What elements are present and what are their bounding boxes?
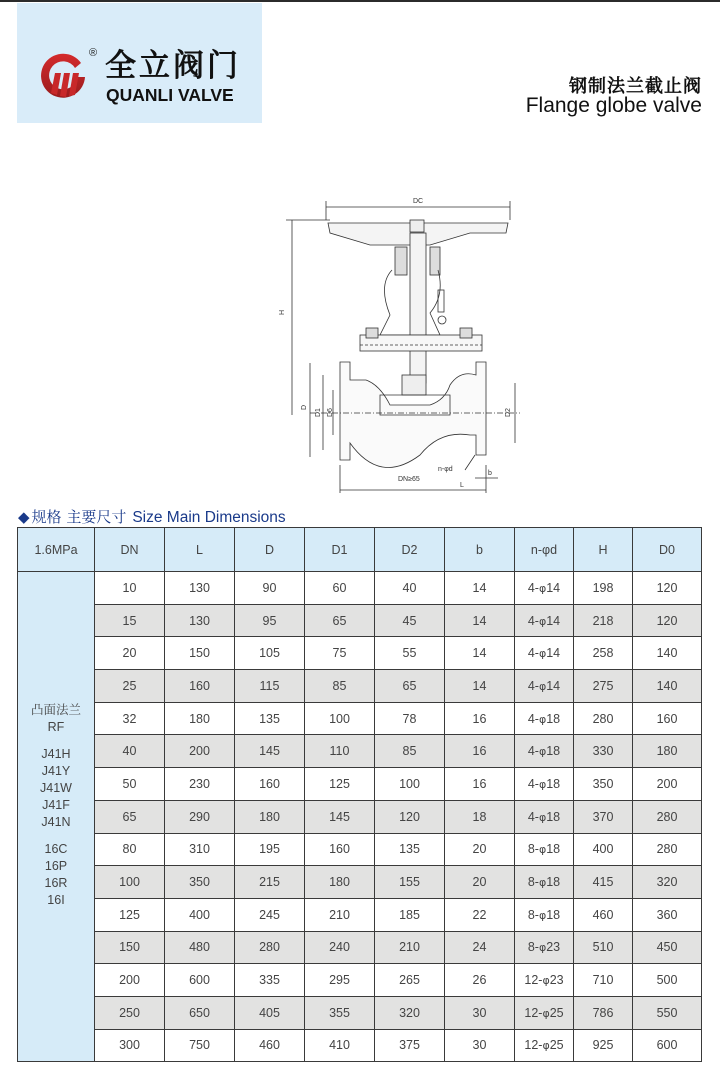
cell-d2: 45 [375,604,445,637]
cell-d2: 65 [375,670,445,703]
cell-dn: 65 [95,800,165,833]
cell-b: 14 [445,670,515,703]
cell-h: 330 [574,735,633,768]
cell-h: 460 [574,898,633,931]
cell-l: 750 [165,1029,235,1062]
cell-nphi: 8-φ23 [515,931,574,964]
cell-d2: 55 [375,637,445,670]
cell-l: 230 [165,768,235,801]
cell-d2: 85 [375,735,445,768]
cell-d2: 210 [375,931,445,964]
cell-nphi: 8-φ18 [515,833,574,866]
cell-b: 18 [445,800,515,833]
section-heading [18,506,286,527]
cell-dn: 300 [95,1029,165,1062]
cell-d0: 500 [633,964,702,997]
cell-l: 130 [165,604,235,637]
cell-dn: 32 [95,702,165,735]
cell-d0: 450 [633,931,702,964]
cell-b: 14 [445,637,515,670]
cell-l: 290 [165,800,235,833]
cell-b: 30 [445,1029,515,1062]
cell-nphi: 12-φ25 [515,1029,574,1062]
product-title-cn: 钢制法兰截止阀 [569,76,702,97]
cell-d: 160 [235,768,305,801]
logo-text-cn: 全立阀门 [105,48,241,84]
cell-h: 786 [574,996,633,1029]
cell-l: 180 [165,702,235,735]
cell-l: 480 [165,931,235,964]
svg-text:n-φd: n-φd [438,466,453,473]
cell-d1: 125 [305,768,375,801]
diamond-bullet-icon: ◆ [18,508,30,526]
cell-nphi: 4-φ18 [515,735,574,768]
cell-b: 24 [445,931,515,964]
flange-type-cell [18,572,95,1062]
cell-d: 135 [235,702,305,735]
section-title-en: Size Main Dimensions [132,509,286,526]
cell-d0: 160 [633,702,702,735]
cell-d: 105 [235,637,305,670]
col-header-h: H [574,528,633,572]
cell-l: 150 [165,637,235,670]
cell-d0: 600 [633,1029,702,1062]
cell-d2: 155 [375,866,445,899]
phi-symbol-icon: φ [538,712,547,726]
cell-d1: 110 [305,735,375,768]
cell-dn: 20 [95,637,165,670]
phi-symbol-icon: φ [538,908,547,922]
company-logo [17,3,262,123]
cell-h: 925 [574,1029,633,1062]
cell-nphi: 4-φ14 [515,637,574,670]
cell-dn: 100 [95,866,165,899]
top-rule [0,0,720,2]
cell-h: 218 [574,604,633,637]
cell-d1: 355 [305,996,375,1029]
dimensions-table [17,527,702,1062]
cell-d: 195 [235,833,305,866]
col-header-pressure: 1.6MPa [18,528,95,572]
cell-d0: 280 [633,800,702,833]
cell-d: 460 [235,1029,305,1062]
cell-d0: 550 [633,996,702,1029]
table-row [18,670,702,703]
cell-h: 370 [574,800,633,833]
phi-symbol-icon: φ [538,745,547,759]
cell-dn: 200 [95,964,165,997]
phi-symbol-icon: φ [542,974,550,988]
cell-dn: 150 [95,931,165,964]
cell-h: 280 [574,702,633,735]
table-header-row [18,528,702,572]
cell-l: 200 [165,735,235,768]
cell-b: 30 [445,996,515,1029]
cell-h: 415 [574,866,633,899]
cell-dn: 250 [95,996,165,1029]
svg-text:H: H [279,309,286,315]
cell-d2: 135 [375,833,445,866]
col-header-d0: D0 [633,528,702,572]
table-row [18,964,702,997]
cell-d2: 265 [375,964,445,997]
table-row [18,931,702,964]
cell-d0: 180 [633,735,702,768]
svg-text:b: b [488,470,492,477]
col-header-n-phi-d: n-φd [515,528,574,572]
col-header-dn: DN [95,528,165,572]
cell-nphi: 4-φ18 [515,702,574,735]
cell-d0: 280 [633,833,702,866]
cell-dn: 125 [95,898,165,931]
cell-h: 350 [574,768,633,801]
quanli-logo-icon [37,51,89,103]
table-row [18,996,702,1029]
col-header-b: b [445,528,515,572]
cell-nphi: 8-φ18 [515,866,574,899]
cell-d1: 60 [305,572,375,605]
cell-dn: 50 [95,768,165,801]
cell-nphi: 4-φ14 [515,670,574,703]
cell-l: 400 [165,898,235,931]
cell-l: 650 [165,996,235,1029]
cell-nphi: 12-φ25 [515,996,574,1029]
table-row [18,702,702,735]
table-row [18,768,702,801]
valve-dimension-drawing [270,185,530,495]
cell-h: 710 [574,964,633,997]
cell-d1: 160 [305,833,375,866]
col-header-d: D [235,528,305,572]
model-list: J41H J41Y J41W J41F J41N [40,747,72,829]
cell-nphi: 4-φ14 [515,572,574,605]
cell-d: 90 [235,572,305,605]
table-row [18,604,702,637]
svg-text:L: L [460,482,464,489]
cell-d1: 85 [305,670,375,703]
cell-h: 275 [574,670,633,703]
phi-symbol-icon: φ [542,1039,550,1053]
cell-d: 145 [235,735,305,768]
svg-text:D1: D1 [315,408,322,417]
cell-d1: 210 [305,898,375,931]
phi-symbol-icon: φ [538,679,547,693]
phi-symbol-icon: φ [542,1006,550,1020]
flange-type-cn: 凸面法兰 [30,703,81,717]
table-row [18,898,702,931]
col-header-d1: D1 [305,528,375,572]
cell-d0: 140 [633,637,702,670]
cell-nphi: 4-φ18 [515,768,574,801]
phi-symbol-icon: φ [538,876,547,890]
cell-dn: 40 [95,735,165,768]
cell-d1: 65 [305,604,375,637]
cell-d0: 120 [633,604,702,637]
table-row [18,800,702,833]
material-list: 16C 16P 16R 16I [44,842,68,907]
cell-d0: 120 [633,572,702,605]
cell-d2: 120 [375,800,445,833]
cell-d1: 180 [305,866,375,899]
table-row [18,637,702,670]
cell-b: 20 [445,866,515,899]
cell-b: 14 [445,604,515,637]
cell-h: 198 [574,572,633,605]
cell-d1: 100 [305,702,375,735]
table-row [18,572,702,605]
cell-b: 16 [445,702,515,735]
phi-symbol-icon: φ [538,810,547,824]
table-row [18,1029,702,1062]
cell-d2: 185 [375,898,445,931]
cell-d: 180 [235,800,305,833]
cell-d1: 75 [305,637,375,670]
cell-d0: 140 [633,670,702,703]
phi-symbol-icon: φ [538,843,547,857]
cell-nphi: 8-φ18 [515,898,574,931]
cell-l: 130 [165,572,235,605]
cell-b: 16 [445,735,515,768]
cell-l: 310 [165,833,235,866]
cell-h: 510 [574,931,633,964]
svg-text:DC: DC [413,198,424,205]
phi-symbol-icon: φ [538,647,547,661]
phi-symbol-icon: φ [538,614,547,628]
cell-nphi: 4-φ18 [515,800,574,833]
registered-mark: ® [89,47,98,59]
cell-b: 20 [445,833,515,866]
cell-l: 600 [165,964,235,997]
cell-d: 405 [235,996,305,1029]
cell-d2: 375 [375,1029,445,1062]
logo-text-en: QUANLI VALVE [106,85,234,105]
cell-d: 245 [235,898,305,931]
cell-d2: 100 [375,768,445,801]
product-title-en: Flange globe valve [525,94,702,117]
cell-b: 16 [445,768,515,801]
cell-d2: 40 [375,572,445,605]
cell-b: 14 [445,572,515,605]
table-row [18,833,702,866]
table-row [18,735,702,768]
cell-l: 160 [165,670,235,703]
cell-b: 22 [445,898,515,931]
cell-h: 258 [574,637,633,670]
cell-h: 400 [574,833,633,866]
cell-d: 115 [235,670,305,703]
cell-dn: 15 [95,604,165,637]
col-header-d2: D2 [375,528,445,572]
phi-symbol-icon: φ [538,941,547,955]
cell-d2: 320 [375,996,445,1029]
svg-text:D2: D2 [505,408,512,417]
cell-d0: 360 [633,898,702,931]
cell-d1: 240 [305,931,375,964]
cell-dn: 25 [95,670,165,703]
cell-d1: 410 [305,1029,375,1062]
svg-text:D: D [301,404,308,410]
cell-dn: 80 [95,833,165,866]
cell-d1: 145 [305,800,375,833]
cell-b: 26 [445,964,515,997]
svg-text:D6: D6 [327,408,334,417]
flange-type-en: RF [47,720,65,734]
cell-d: 280 [235,931,305,964]
svg-text:DN≥65: DN≥65 [398,476,420,483]
cell-d: 335 [235,964,305,997]
cell-d1: 295 [305,964,375,997]
cell-l: 350 [165,866,235,899]
cell-nphi: 4-φ14 [515,604,574,637]
phi-symbol-icon: φ [538,777,547,791]
cell-nphi: 12-φ23 [515,964,574,997]
section-title-cn: 规格 主要尺寸 [31,508,127,526]
cell-d0: 200 [633,768,702,801]
cell-d0: 320 [633,866,702,899]
cell-dn: 10 [95,572,165,605]
col-header-l: L [165,528,235,572]
cell-d: 215 [235,866,305,899]
phi-symbol-icon: φ [538,581,547,595]
cell-d: 95 [235,604,305,637]
table-row [18,866,702,899]
cell-d2: 78 [375,702,445,735]
